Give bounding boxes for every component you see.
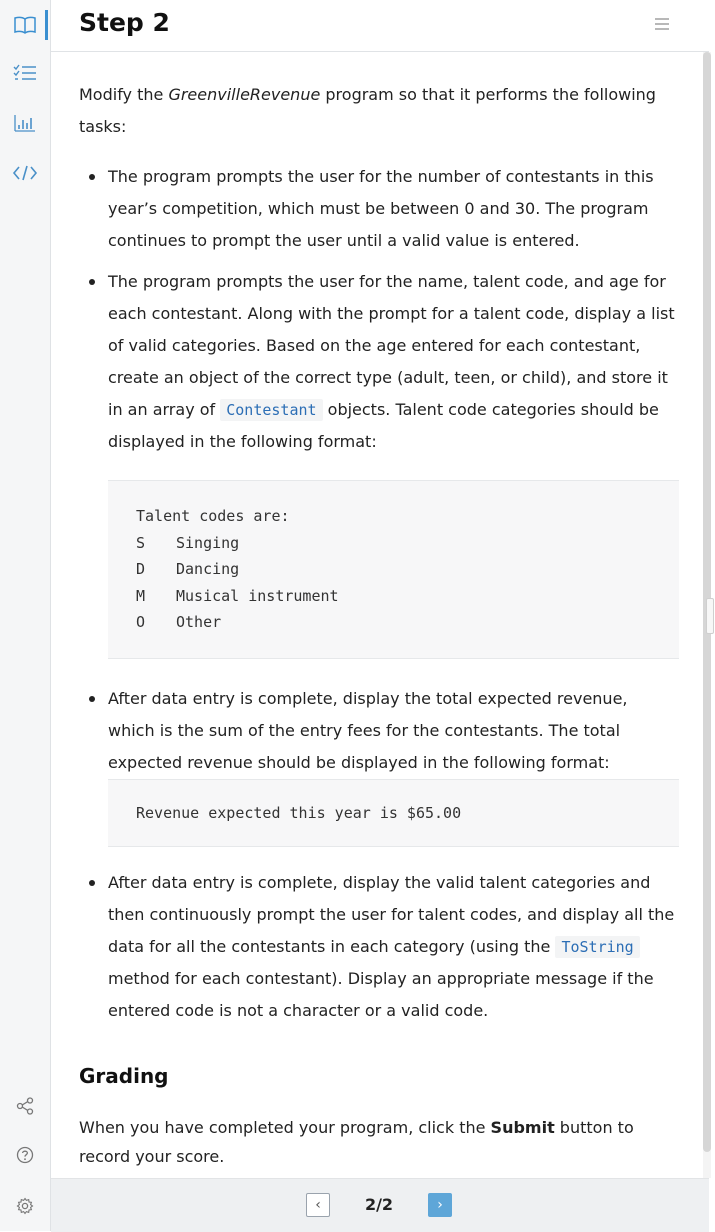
checklist-icon[interactable] [0, 58, 50, 88]
talent-code: D [136, 560, 146, 578]
chevron-left-icon: ‹ [315, 1197, 321, 1213]
prev-page-button[interactable] [306, 1193, 330, 1217]
talent-row [136, 530, 651, 557]
talent-code: M [136, 586, 146, 605]
bullet-text: The program prompts the user for the number of contestants in this year’s competition, which must be between 0 and 30. The program continues to prompt the user until a valid value is entered. [108, 167, 654, 250]
instructions [51, 52, 703, 1171]
next-page-button[interactable] [428, 1193, 452, 1217]
bullet-text: After data entry is complete, display the total expected revenue, which is the sum of the entry fees for the contestants. The total expected revenue should be displayed in the following format: [108, 688, 628, 772]
grading-heading: Grading [79, 1064, 169, 1088]
talent-label: Dancing [176, 560, 240, 578]
header-bar [51, 0, 709, 52]
left-rail [0, 0, 51, 1231]
code-icon[interactable] [0, 158, 50, 188]
list-item [79, 683, 679, 848]
list-item [79, 161, 679, 257]
bullet-text: objects. Talent code categories should be displayed in the following format: [108, 400, 659, 451]
footer-nav [51, 1178, 709, 1232]
inline-code-tostring: ToString [555, 936, 639, 958]
talent-label: Other [176, 613, 222, 631]
revenue-line: Revenue expected this year is $65.00 [136, 803, 462, 822]
grading-text-a: When you have completed your program, click the [79, 1118, 491, 1137]
inline-code-contestant: Contestant [220, 399, 322, 421]
talent-codes-block [108, 480, 679, 659]
intro-paragraph [79, 79, 679, 143]
hamburger-menu-icon[interactable] [655, 16, 669, 35]
pane-resize-handle[interactable] [706, 598, 714, 634]
grading-text-b: button to record your score. [79, 1118, 634, 1166]
talent-row [136, 583, 651, 610]
page-indicator: 2/2 [364, 1195, 394, 1214]
task-list [79, 161, 679, 1027]
bullet-text: The program prompts the user for the name, talent code, and age for each contestant. Along with the prompt for a talent code, display a list of valid categories. Based on the age entered for each contestant, create an object of the correct type (adult, teen, or child), and store it in an array of [108, 272, 675, 419]
talent-header: Talent codes are: [136, 507, 290, 525]
content-area [51, 52, 703, 1178]
talent-code: S [136, 533, 146, 552]
talent-label: Musical instrument [176, 586, 339, 605]
chart-icon[interactable] [0, 108, 50, 138]
bullet-text: After data entry is complete, display the valid talent categories and then continuously prompt the user for talent codes, and display all the data for all the contestants in each category (using the [108, 873, 675, 956]
grading-paragraph [79, 1113, 679, 1171]
talent-row [136, 556, 651, 583]
chevron-right-icon: › [437, 1197, 443, 1213]
book-icon[interactable] [0, 10, 50, 40]
revenue-block [108, 779, 679, 848]
talent-label: Singing [176, 533, 240, 552]
program-name: GreenvilleRevenue [168, 85, 321, 104]
list-item [79, 266, 679, 659]
submit-label: Submit [490, 1118, 555, 1137]
intro-text-a: Modify the [79, 85, 169, 104]
talent-code: O [136, 613, 146, 631]
talent-row [136, 609, 651, 636]
share-icon[interactable] [0, 1091, 50, 1121]
bullet-text: method for each contestant). Display an appropriate message if the entered code is not a character or a valid code. [108, 969, 654, 1020]
page-title: Step 2 [79, 8, 170, 37]
list-item [79, 867, 679, 1027]
intro-text-b: program so that it performs the following tasks: [79, 85, 656, 136]
help-icon[interactable] [0, 1140, 50, 1170]
settings-icon[interactable] [0, 1191, 50, 1221]
